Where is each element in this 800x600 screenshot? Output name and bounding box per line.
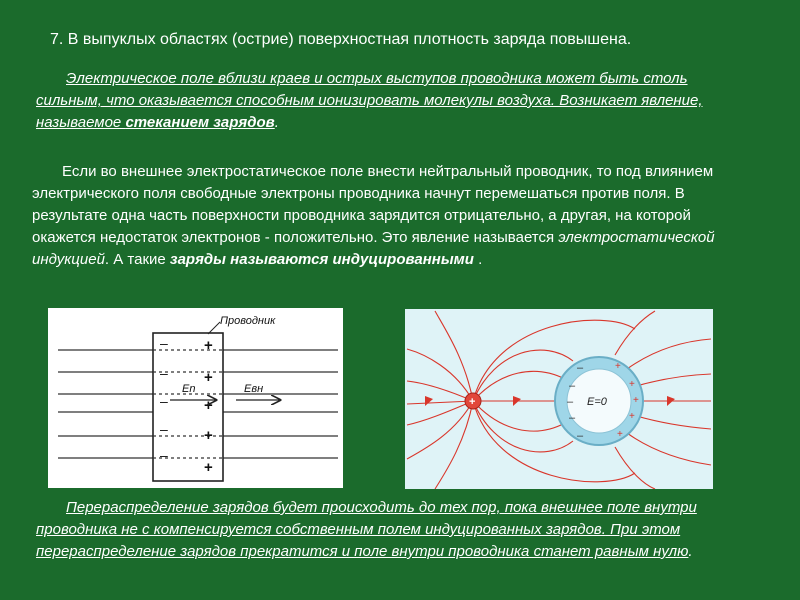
minus-charge: – — [577, 362, 584, 374]
external-field-label: Eвн — [244, 383, 264, 395]
term-electrostatic-induction: электростатической индукцией — [32, 229, 715, 268]
point-charge-sign: + — [469, 396, 476, 408]
figure-charge-and-sphere — [405, 309, 713, 489]
minus-charge: – — [577, 430, 584, 442]
minus-charge: – — [160, 365, 168, 381]
paragraph-induction-text: Если во внешнее электростатическое поле внести нейтральный проводник, то под влиянием электрического поля свободные электроны проводника начнут перемешаться против поля. В результате одна часть поверхности проводника зарядится отрицательно, а другая, на которой окажется недостаток электронов - положительно. Это явление называется — [32, 163, 714, 246]
paragraph-redistribution-text: Перераспределение зарядов будет происходить до тех пор, пока внешнее поле внутри проводника не с компенсируется собственным полем индуцированных зарядов. — [36, 499, 697, 538]
paragraph-charge-leakage — [36, 68, 736, 134]
minus-charge: – — [160, 393, 168, 409]
plus-charge: + — [633, 395, 639, 406]
minus-charge: – — [160, 421, 168, 437]
conductor-label: Проводник — [220, 315, 276, 327]
zero-field-label: E=0 — [587, 396, 607, 408]
paragraph-charge-leakage-text: Электрическое поле вблизи краев и острых выступов проводника может быть столь сильным, что оказывается способным ионизировать молекулы воздуха. Возникает явление, называемое — [36, 70, 703, 131]
minus-charge: – — [160, 335, 168, 351]
plus-charge: + — [615, 361, 621, 372]
plus-charge: + — [204, 427, 213, 444]
sphere-field-diagram — [405, 309, 713, 489]
paragraph-induction-end: . — [473, 251, 483, 268]
term-induced-charges: заряды называются индуцированными — [169, 251, 474, 268]
plus-charge: + — [629, 379, 635, 390]
conductor-slab-diagram — [48, 308, 343, 488]
minus-charge: – — [567, 396, 574, 408]
slide-heading: 7. В выпуклых областях (острие) поверхностная плотность заряда повышена. — [50, 31, 632, 48]
paragraph-charge-leakage-end: . — [274, 114, 279, 131]
figure-conductor-slab — [48, 308, 343, 488]
plus-charge: + — [204, 459, 213, 476]
paragraph-redistribution-text-2: При этом перераспределение зарядов прекратится и поле внутри проводника станет равным нулю — [36, 521, 689, 560]
plus-charge: + — [204, 369, 213, 386]
paragraph-redistribution-end: . — [688, 543, 693, 560]
paragraph-induction-text-2: . А такие — [104, 251, 170, 268]
plus-charge: + — [617, 429, 623, 440]
minus-charge: – — [569, 412, 576, 424]
paragraph-induction — [32, 161, 752, 271]
minus-charge: – — [160, 447, 168, 463]
plus-charge: + — [204, 337, 213, 354]
induced-field-label: En — [182, 383, 196, 395]
term-charge-leakage: стеканием зарядов — [125, 114, 275, 131]
paragraph-redistribution — [36, 497, 776, 563]
plus-charge: + — [629, 411, 635, 422]
minus-charge: – — [569, 380, 576, 392]
plus-charge: + — [204, 397, 213, 414]
